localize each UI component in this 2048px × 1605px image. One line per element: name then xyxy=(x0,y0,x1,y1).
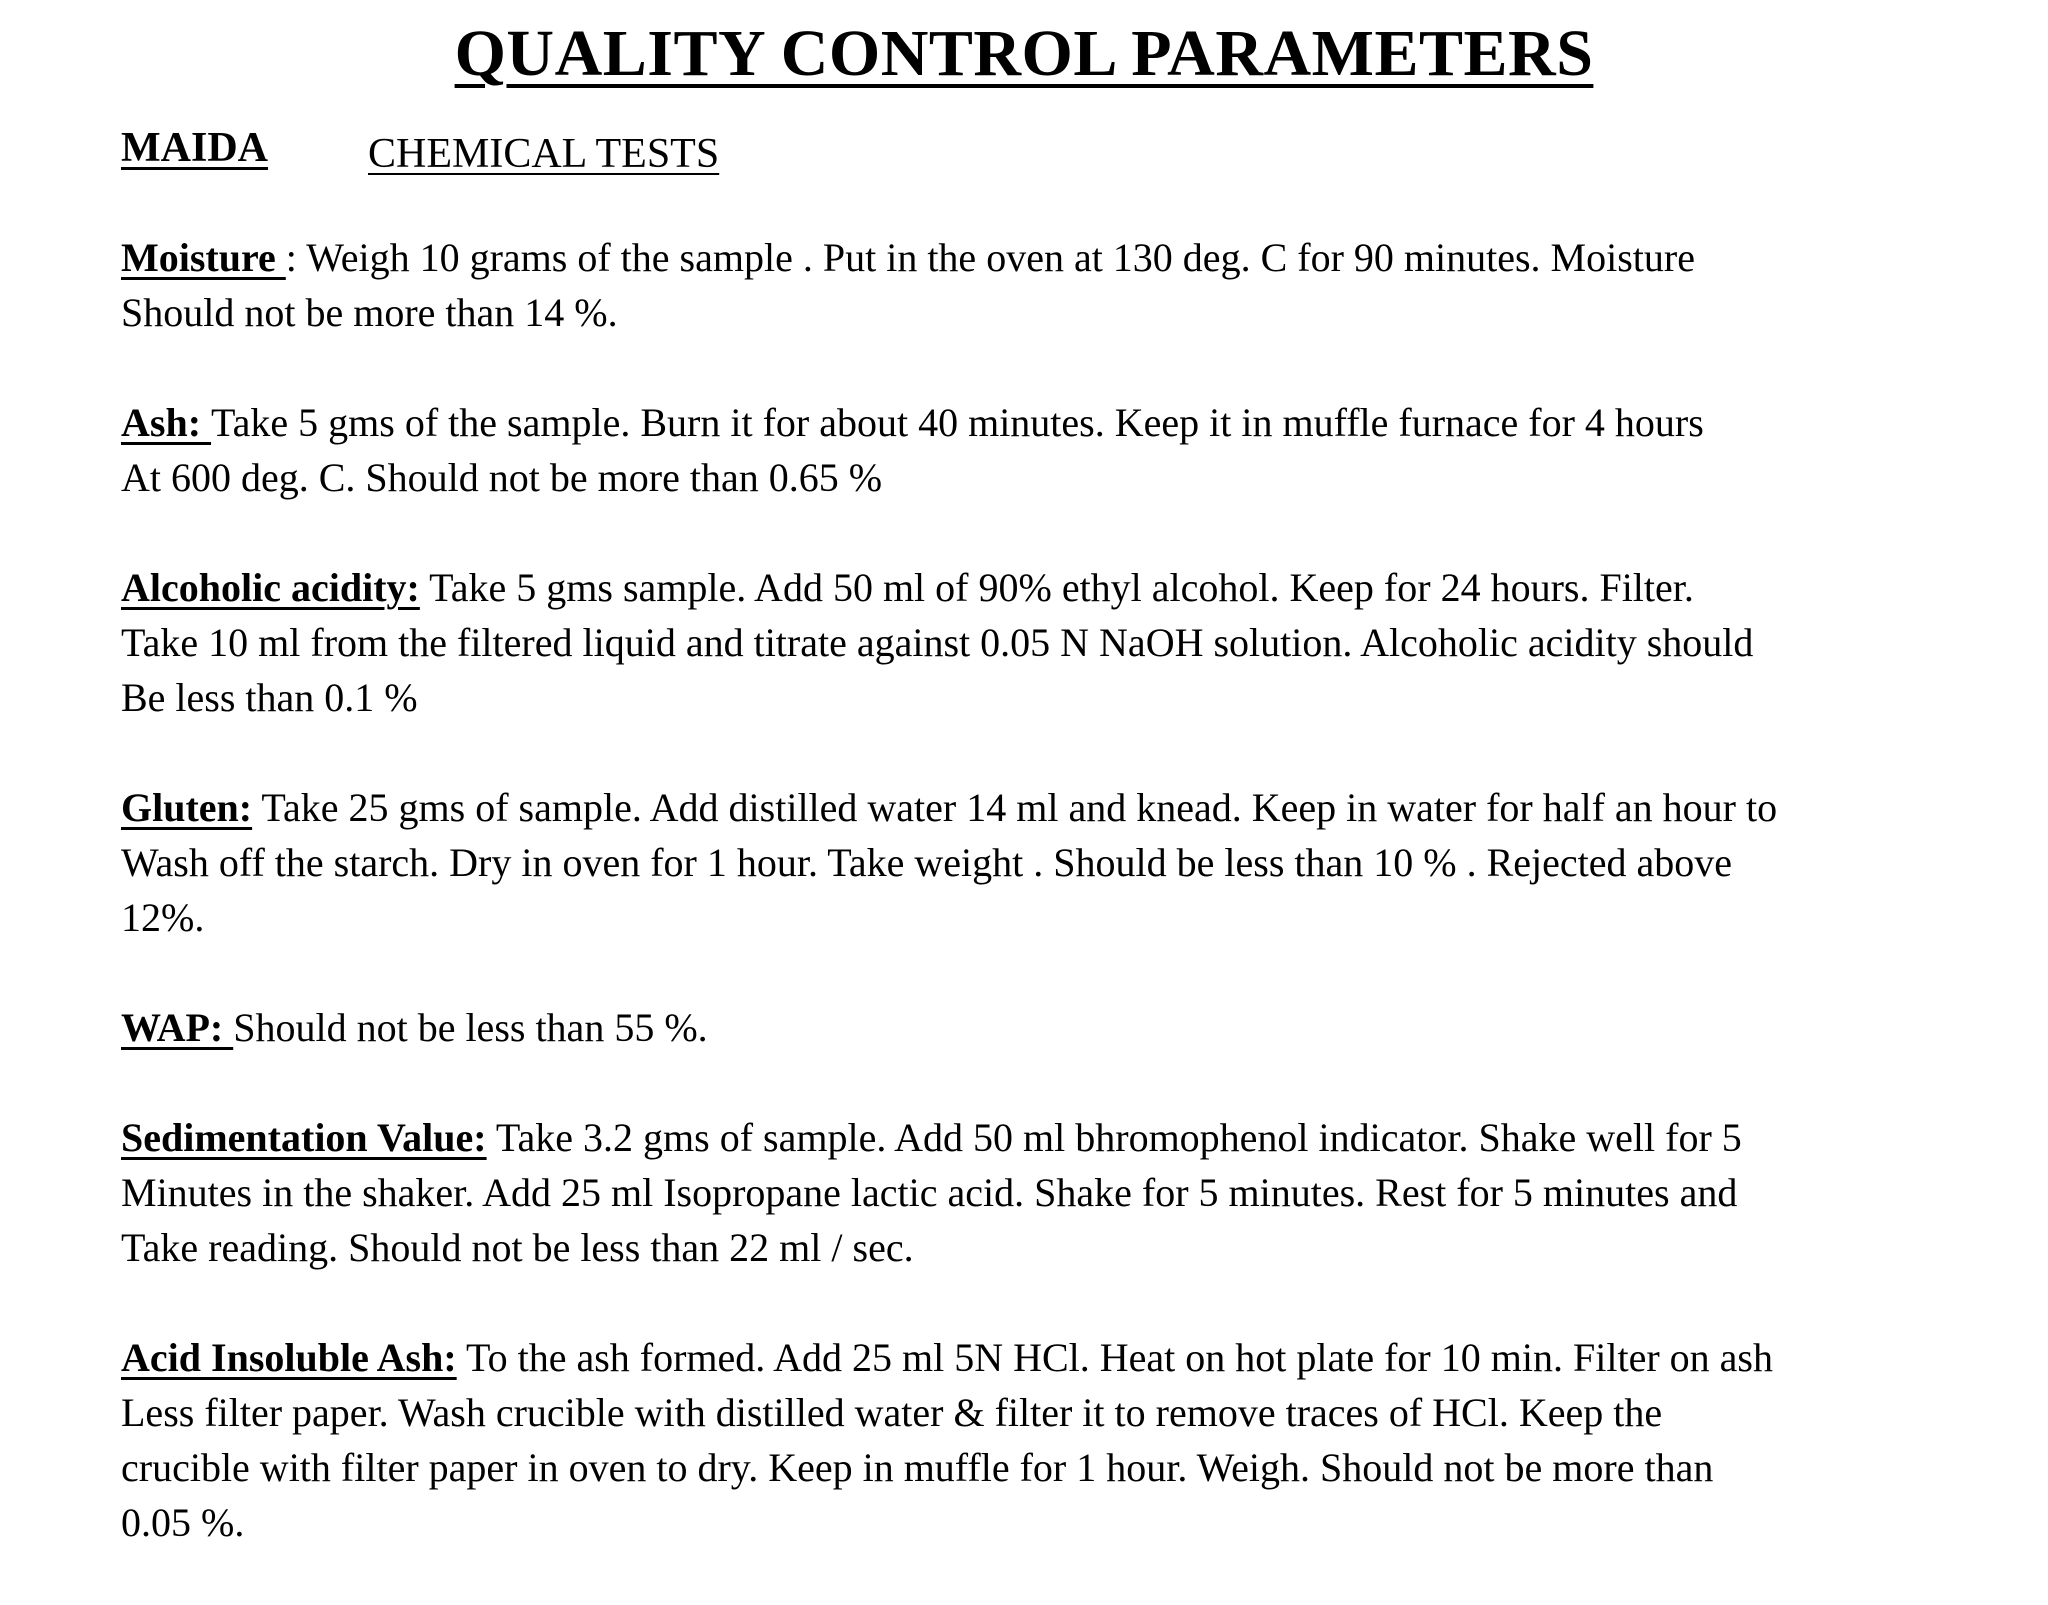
section-label: MAIDA xyxy=(121,125,268,171)
test-term: Alcoholic acidity: xyxy=(121,565,420,610)
test-text: To the ash formed. Add 25 ml 5N HCl. Heat on hot plate for 10 min. Filter on ash xyxy=(456,1335,1773,1380)
test-alcoholic-acidity xyxy=(121,560,2021,725)
test-line: Should not be more than 14 %. xyxy=(121,290,618,335)
test-line xyxy=(121,395,2021,450)
test-line: crucible with filter paper in oven to dry. Keep in muffle for 1 hour. Weigh. Should not be more than xyxy=(121,1445,1714,1490)
test-gluten xyxy=(121,780,2021,945)
test-line xyxy=(121,1330,2021,1385)
test-wap xyxy=(121,1000,2021,1055)
test-moisture xyxy=(121,230,2021,340)
test-term: WAP: xyxy=(121,1005,234,1050)
test-line: Wash off the starch. Dry in oven for 1 hour. Take weight . Should be less than 10 % . Rejected above xyxy=(121,840,1733,885)
test-line xyxy=(121,1110,2021,1165)
test-text: Take 3.2 gms of sample. Add 50 ml bhromophenol indicator. Shake well for 5 xyxy=(486,1115,1742,1160)
test-line: Less filter paper. Wash crucible with distilled water & filter it to remove traces of HCl. Keep the xyxy=(121,1390,1663,1435)
test-text: Take 25 gms of sample. Add distilled water 14 ml and knead. Keep in water for half an hour to xyxy=(252,785,1778,830)
test-term: Gluten: xyxy=(121,785,253,830)
test-line: 0.05 %. xyxy=(121,1500,245,1545)
test-text: Take 5 gms of the sample. Burn it for about 40 minutes. Keep it in muffle furnace for 4 hours xyxy=(211,400,1704,445)
section-header xyxy=(121,120,1921,180)
test-text: : Weigh 10 grams of the sample . Put in the oven at 130 deg. C for 90 minutes. Moisture xyxy=(285,235,1695,280)
test-line: Take 10 ml from the filtered liquid and titrate against 0.05 N NaOH solution. Alcoholic acidity should xyxy=(121,620,1754,665)
test-term: Acid Insoluble Ash: xyxy=(121,1335,457,1380)
tests-list xyxy=(121,230,2021,1605)
test-line xyxy=(121,780,2021,835)
test-term: Sedimentation Value: xyxy=(121,1115,487,1160)
test-line: Take reading. Should not be less than 22 ml / sec. xyxy=(121,1225,914,1270)
test-sedimentation-value xyxy=(121,1110,2021,1275)
section-subtitle: CHEMICAL TESTS xyxy=(368,131,720,177)
test-line xyxy=(121,230,2021,285)
test-ash xyxy=(121,395,2021,505)
test-term: Ash: xyxy=(121,400,212,445)
page-title: QUALITY CONTROL PARAMETERS xyxy=(454,17,1594,90)
test-line: At 600 deg. C. Should not be more than 0.65 % xyxy=(121,455,883,500)
test-line xyxy=(121,1000,2021,1055)
test-term: Moisture xyxy=(121,235,286,280)
test-line: 12%. xyxy=(121,895,205,940)
test-text: Take 5 gms sample. Add 50 ml of 90% ethyl alcohol. Keep for 24 hours. Filter. xyxy=(419,565,1694,610)
test-acid-insoluble-ash xyxy=(121,1330,2021,1550)
test-line: Minutes in the shaker. Add 25 ml Isopropane lactic acid. Shake for 5 minutes. Rest for 5 minutes and xyxy=(121,1170,1738,1215)
test-text: Should not be less than 55 %. xyxy=(233,1005,708,1050)
test-line xyxy=(121,560,2021,615)
test-line: Be less than 0.1 % xyxy=(121,675,418,720)
